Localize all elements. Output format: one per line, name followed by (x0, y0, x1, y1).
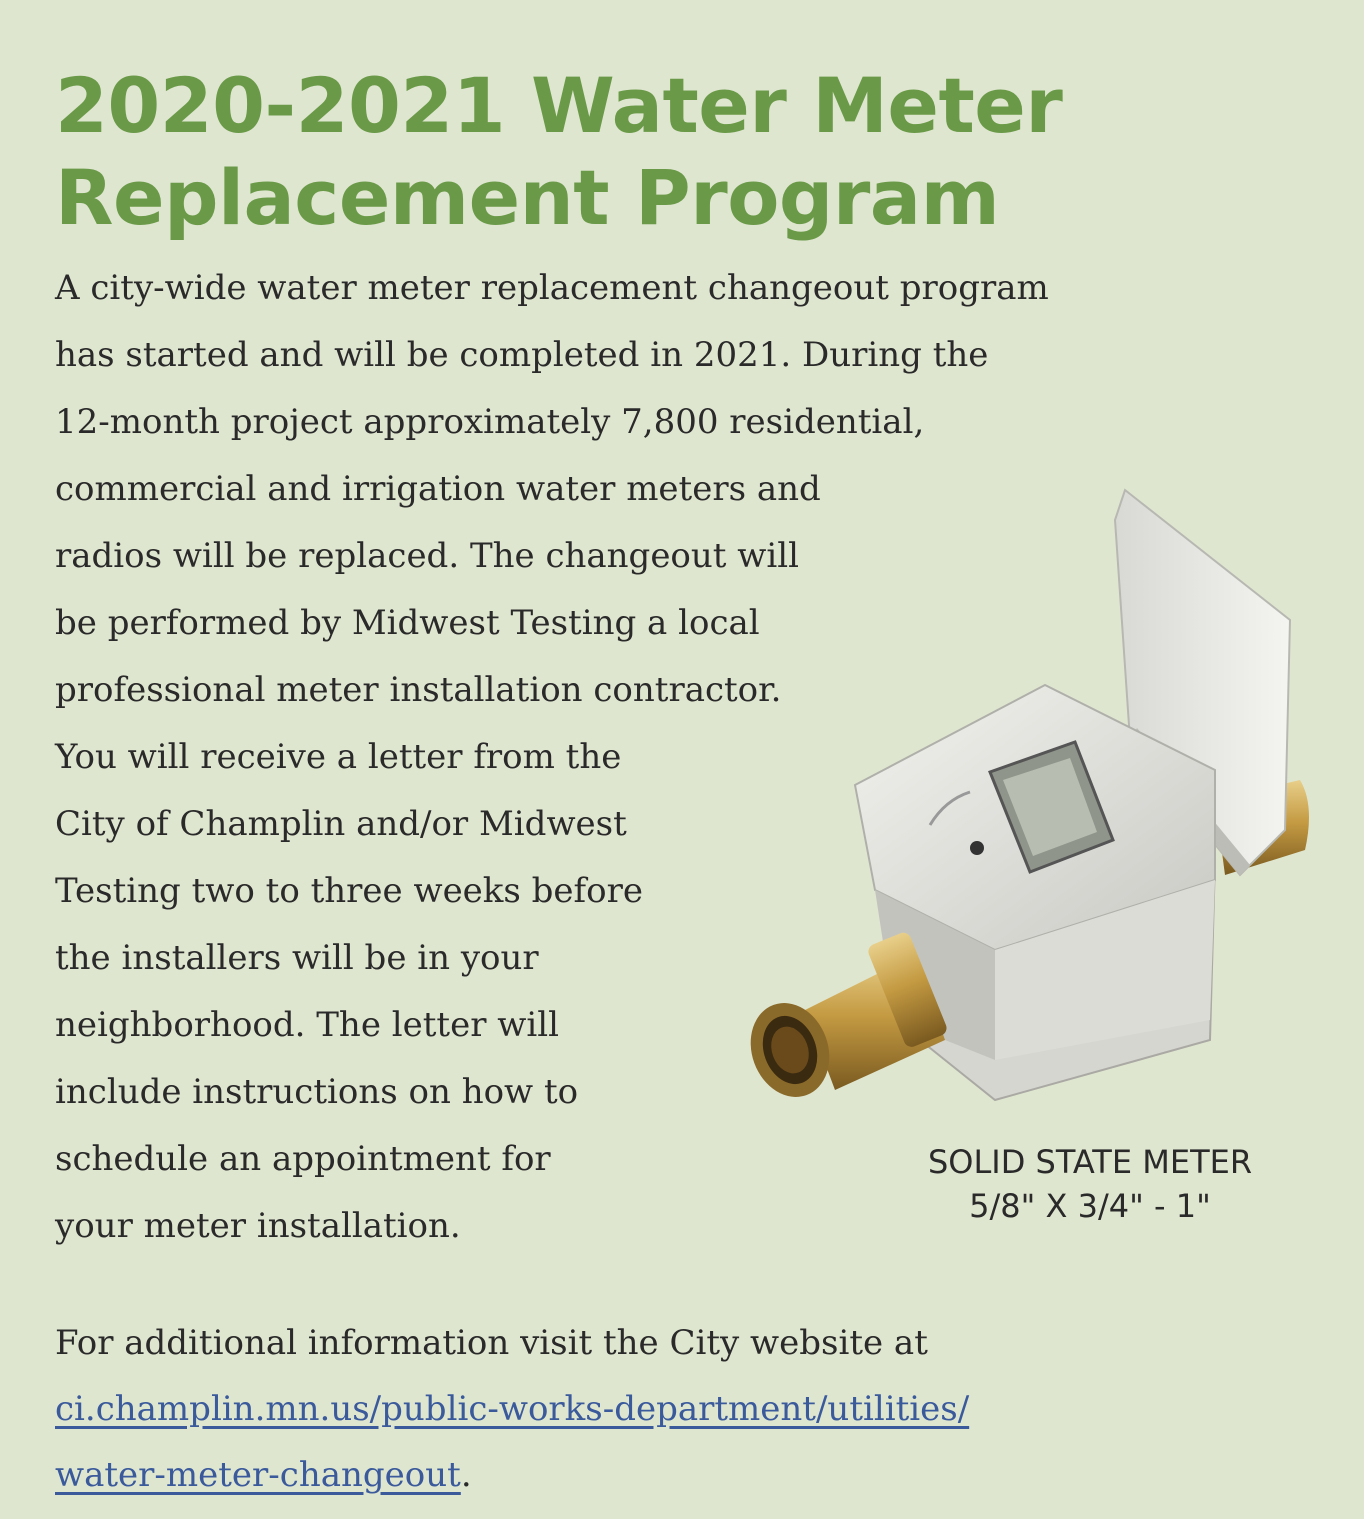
title-line-2: Replacement Program (55, 153, 1000, 242)
body-line: the installers will be in your (55, 938, 539, 978)
caption-line-1: SOLID STATE METER (927, 1143, 1253, 1181)
body-line: radios will be replaced. The changeout will (55, 536, 799, 576)
body-line: Testing two to three weeks before (55, 871, 643, 911)
body-line: professional meter installation contractor. (55, 670, 782, 710)
page-title (55, 60, 1255, 244)
footer-period: . (460, 1455, 472, 1495)
website-link-line-1[interactable] (55, 1376, 1305, 1442)
body-line: has started and will be completed in 2021. During the (55, 335, 989, 375)
website-link-continued[interactable]: water-meter-changeout (55, 1455, 461, 1495)
water-meter-photo-icon (745, 480, 1320, 1120)
image-caption (860, 1140, 1320, 1228)
caption-line-2: 5/8" X 3/4" - 1" (969, 1187, 1211, 1225)
body-line: neighborhood. The letter will (55, 1005, 559, 1045)
body-line: include instructions on how to (55, 1072, 579, 1112)
body-line: 12-month project approximately 7,800 residential, (55, 402, 925, 442)
website-link-line-2[interactable] (55, 1442, 1305, 1508)
footer-paragraph (55, 1310, 1305, 1508)
body-line: schedule an appointment for (55, 1139, 551, 1179)
body-line: be performed by Midwest Testing a local (55, 603, 760, 643)
body-line: your meter installation. (55, 1206, 461, 1246)
body-line: A city-wide water meter replacement changeout program (55, 268, 1049, 308)
title-line-1: 2020-2021 Water Meter (55, 61, 1063, 150)
water-meter-image (745, 480, 1320, 1120)
body-line: You will receive a letter from the (55, 737, 622, 777)
footer-text: For additional information visit the City website at (55, 1323, 928, 1363)
body-line: City of Champlin and/or Midwest (55, 804, 627, 844)
body-line: commercial and irrigation water meters and (55, 469, 821, 509)
website-link[interactable]: ci.champlin.mn.us/public-works-department/utilities/ (55, 1389, 970, 1429)
